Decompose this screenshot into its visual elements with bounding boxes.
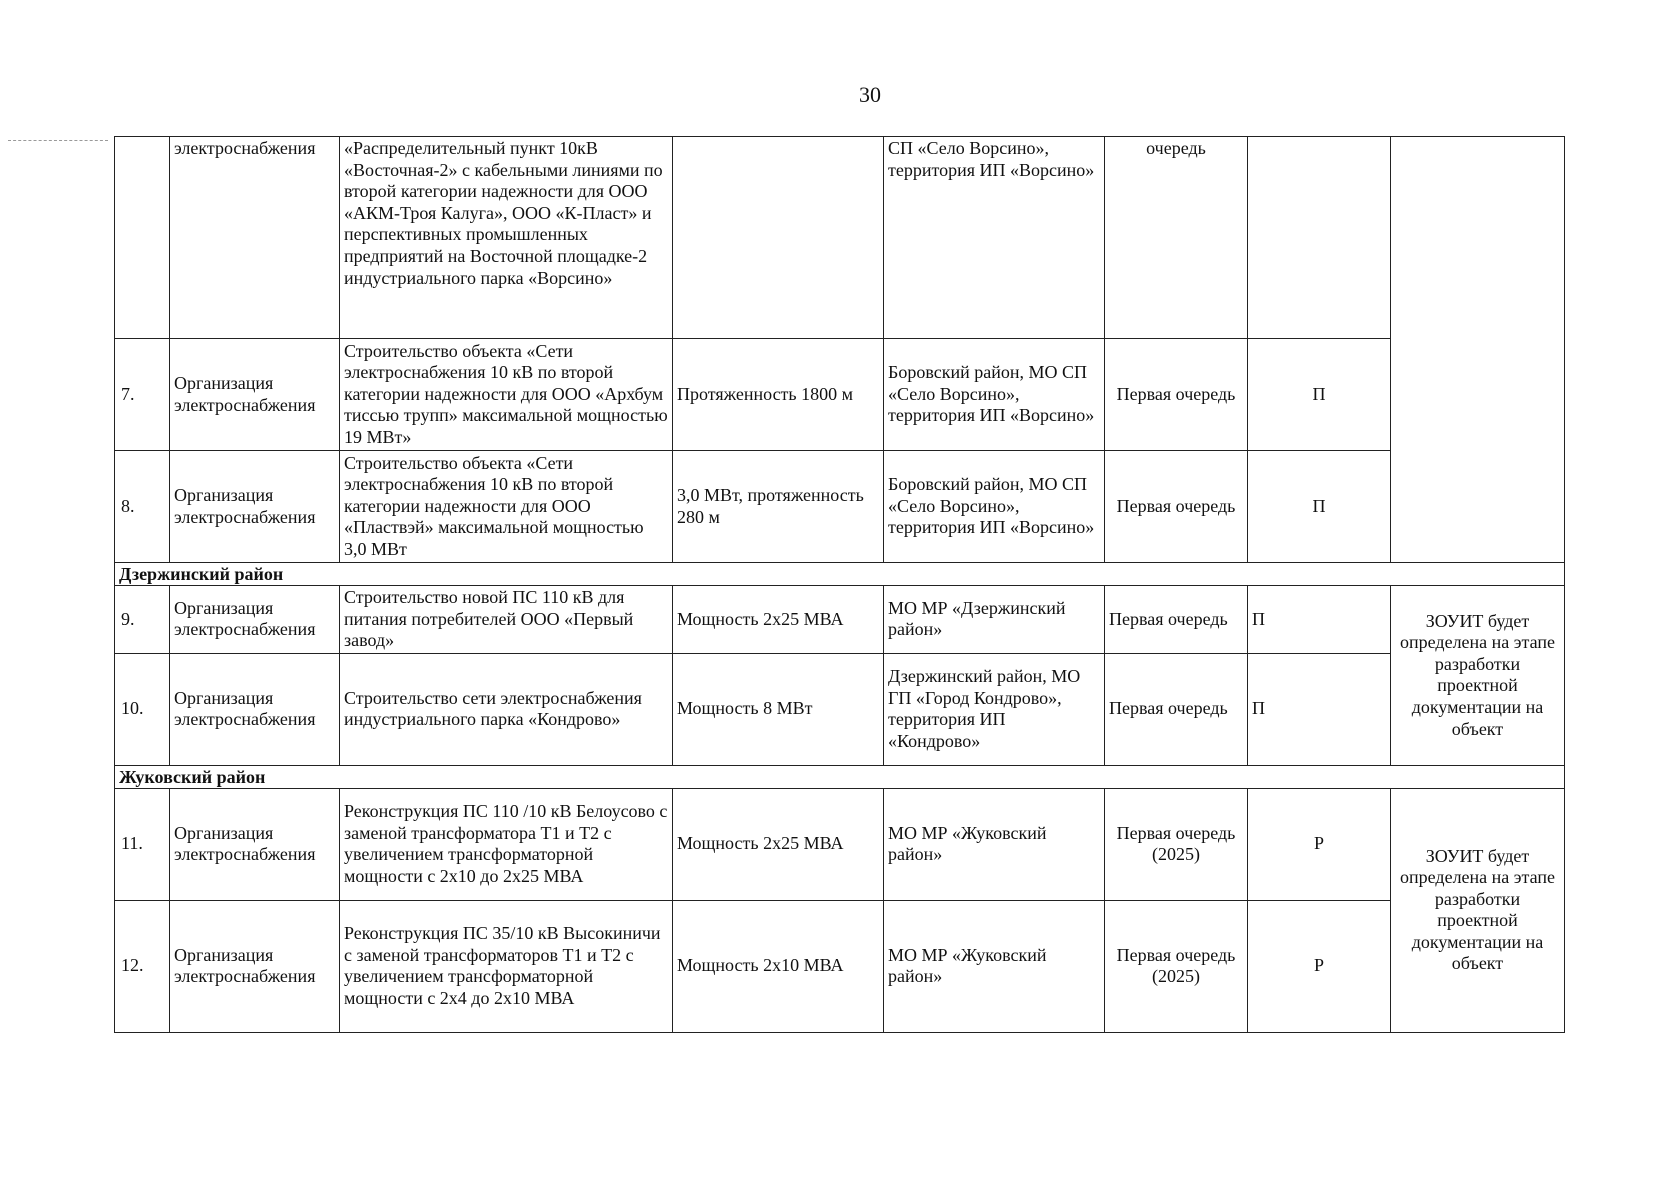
object-status: П (1248, 653, 1391, 765)
object-status: П (1248, 339, 1391, 451)
object-params: 3,0 МВт, протяженность 280 м (673, 451, 884, 563)
object-location: МО МР «Жуковский район» (884, 788, 1105, 900)
object-status: П (1248, 451, 1391, 563)
table-row (115, 137, 1565, 339)
object-type: Организация электроснабжения (170, 900, 340, 1032)
object-name: Строительство сети электроснабжения индустриального парка «Кондрово» (340, 653, 673, 765)
page-number: 30 (859, 82, 881, 107)
row-number: 9. (115, 586, 170, 654)
object-name: Строительство объекта «Сети электроснабжения 10 кВ по второй категории надежности для ООО «Пластвэй» максимальной мощностью 3,0 МВт (340, 451, 673, 563)
row-number: 7. (115, 339, 170, 451)
object-stage: Первая очередь (2025) (1105, 788, 1248, 900)
section-row (115, 765, 1565, 788)
object-stage: Первая очередь (1105, 653, 1248, 765)
object-params (673, 137, 884, 339)
object-location: Дзержинский район, МО ГП «Город Кондрово», территория ИП «Кондрово» (884, 653, 1105, 765)
object-location: МО МР «Дзержинский район» (884, 586, 1105, 654)
object-name: Строительство объекта «Сети электроснабжения 10 кВ по второй категории надежности для ООО «Архбум тиссью трупп» максимальной мощностью 19 МВт» (340, 339, 673, 451)
table-row (115, 451, 1565, 563)
object-stage: Первая очередь (1105, 339, 1248, 451)
object-status: Р (1248, 900, 1391, 1032)
row-number (115, 137, 170, 339)
object-type: Организация электроснабжения (170, 653, 340, 765)
object-type: электроснабжения (170, 137, 340, 339)
object-stage: Первая очередь (1105, 451, 1248, 563)
object-name: «Распределительный пункт 10кВ «Восточная-2» с кабельными линиями по второй категории надежности для ООО «АКМ-Троя Калуга», ООО «К-Пласт» и перспективных промышленных предприятий на Восточной площадке-2 индустриального парка «Ворсино» (340, 137, 673, 339)
object-location: Боровский район, МО СП «Село Ворсино», территория ИП «Ворсино» (884, 451, 1105, 563)
object-location: Боровский район, МО СП «Село Ворсино», территория ИП «Ворсино» (884, 339, 1105, 451)
object-stage: Первая очередь (2025) (1105, 900, 1248, 1032)
object-type: Организация электроснабжения (170, 451, 340, 563)
object-params: Мощность 2х10 МВА (673, 900, 884, 1032)
object-params: Мощность 2х25 МВА (673, 586, 884, 654)
object-stage: Первая очередь (1105, 586, 1248, 654)
object-name: Реконструкция ПС 35/10 кВ Высокиничи с заменой трансформаторов Т1 и Т2 с увеличением трансформаторной мощности с 2х4 до 2х10 МВА (340, 900, 673, 1032)
object-note: ЗОУИТ будет определена на этапе разработки проектной документации на объект (1391, 788, 1565, 1032)
object-params: Мощность 8 МВт (673, 653, 884, 765)
object-location: МО МР «Жуковский район» (884, 900, 1105, 1032)
section-title-zhukovsky: Жуковский район (115, 765, 1565, 788)
object-params: Мощность 2х25 МВА (673, 788, 884, 900)
object-name: Строительство новой ПС 110 кВ для питания потребителей ООО «Первый завод» (340, 586, 673, 654)
object-type: Организация электроснабжения (170, 339, 340, 451)
row-number: 12. (115, 900, 170, 1032)
object-type: Организация электроснабжения (170, 586, 340, 654)
object-status (1248, 137, 1391, 339)
objects-table (114, 136, 1565, 1033)
section-title-dzerzhinsky: Дзержинский район (115, 563, 1565, 586)
object-status: Р (1248, 788, 1391, 900)
section-row (115, 563, 1565, 586)
object-note: ЗОУИТ будет определена на этапе разработки проектной документации на объект (1391, 586, 1565, 766)
row-number: 8. (115, 451, 170, 563)
row-number: 11. (115, 788, 170, 900)
row-number: 10. (115, 653, 170, 765)
object-stage: очередь (1105, 137, 1248, 339)
table-row (115, 586, 1565, 654)
object-note (1391, 137, 1565, 563)
object-status: П (1248, 586, 1391, 654)
table-row (115, 788, 1565, 900)
table-row (115, 339, 1565, 451)
object-location: СП «Село Ворсино», территория ИП «Ворсино» (884, 137, 1105, 339)
object-type: Организация электроснабжения (170, 788, 340, 900)
scan-artifact-line (8, 140, 108, 141)
object-params: Протяженность 1800 м (673, 339, 884, 451)
table-row (115, 653, 1565, 765)
object-name: Реконструкция ПС 110 /10 кВ Белоусово с заменой трансформатора Т1 и Т2 с увеличением трансформаторной мощности с 2х10 до 2х25 МВА (340, 788, 673, 900)
table-row (115, 900, 1565, 1032)
